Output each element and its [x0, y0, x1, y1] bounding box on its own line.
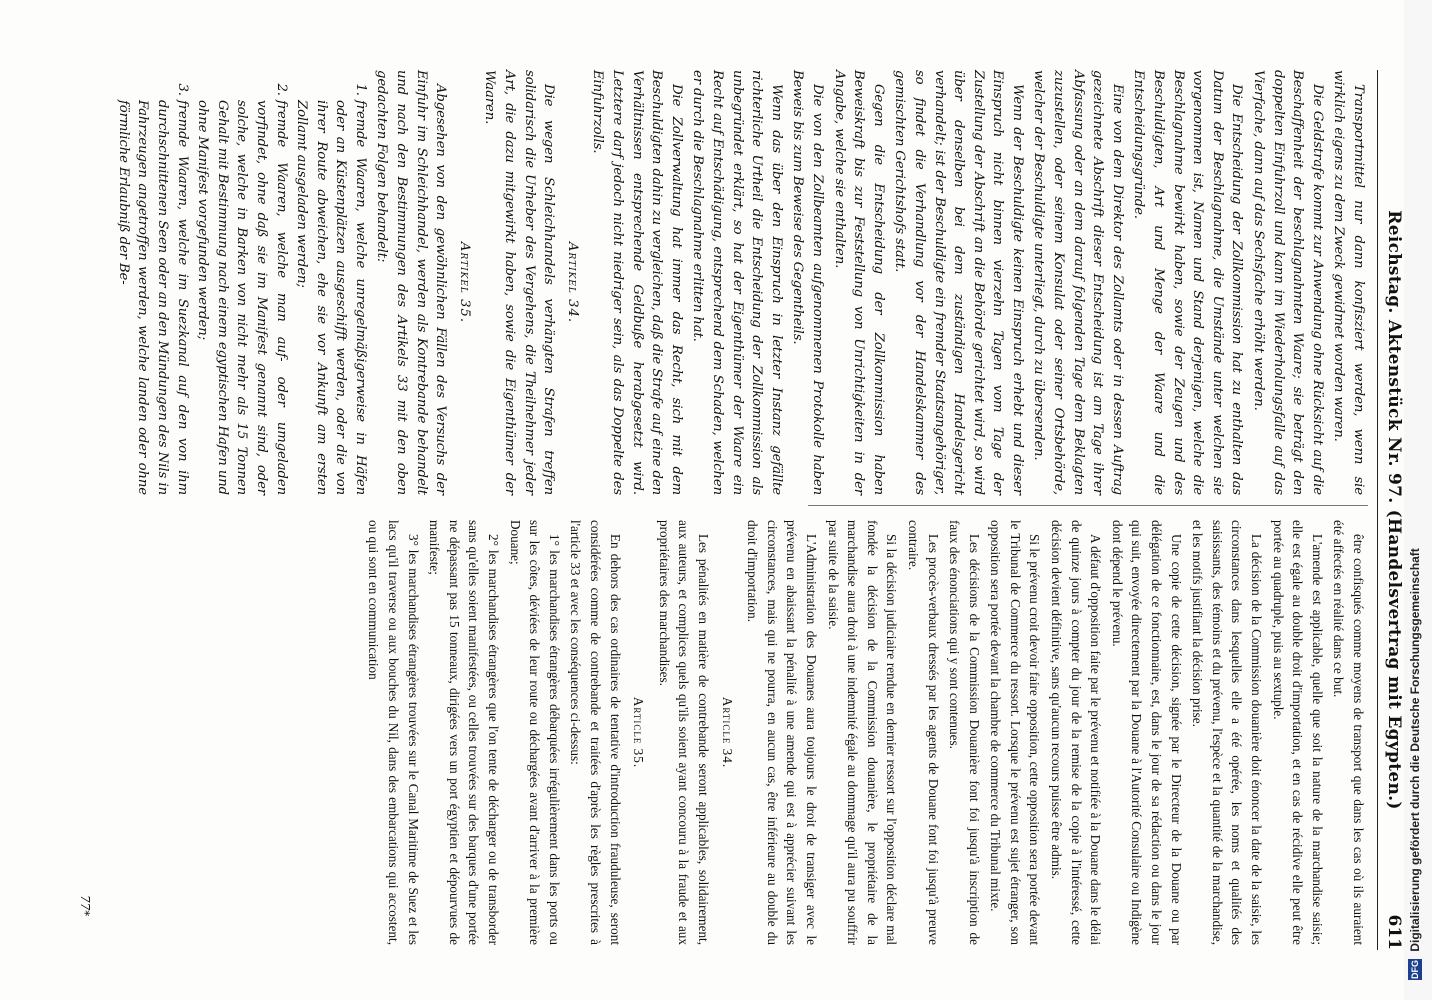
german-paragraph: Die Geldstrafe kommt zur Anwendung ohne Rücksicht auf die Beschaffenheit der beschlagnahmten Waare; sie beträgt den doppelten Einfuhrzoll und kann im Wiederholungsfalle auf das Vierfache, dann auf das Sechsfache erhöht werden.	[1251, 70, 1325, 495]
french-paragraph: A défaut d'opposition faite par le prévenu et notifiée à la Douane dans le délai de quinze jours à compter du jour de la remise de la copie à l'intéressé, cette décision devient définitive, sans qu'aucun recours puisse être admis.	[1049, 520, 1104, 945]
footer-credit	[1408, 20, 1428, 980]
german-paragraph: Die Zollverwaltung hat immer das Recht, sich mit dem Beschuldigten dahin zu vergleichen, daß die Strafe auf eine den Verhältnissen entsprechende Geldbuße herabgesetzt wird. Letztere darf jedoch nicht niedriger sein, als das Doppelte des Einfuhrzolls.	[590, 70, 684, 495]
french-list-item	[364, 520, 423, 945]
french-paragraph: La décision de la Commission douanière doit énoncer la date de la saisie, les circonstances dans lesquelles elle a été opérée, les noms et qualités des saisissants, des témoins et du prévenu, l'espèce et la quantité de la marchandise, et les motifs justifiant la décision prise.	[1190, 520, 1265, 945]
french-list-text: les marchandises étrangères trouvées sur le Canal Maritime de Suez et les lacs qu'il traverse ou aux bouches du Nil, dans des embarcations qui accostent, ou qui sont en communication	[366, 520, 421, 945]
french-list-text: les marchandises étrangères que l'on tente de décharger ou de transborder sans qu'elles soient manifestées, ou celles trouvées sur des barques d'une portée ne dépassant pas 15 tonneaux, dirigées vers un port égyptien et dépourvues de manifeste;	[427, 520, 502, 945]
dfg-logo: DFG	[1410, 960, 1420, 979]
german-paragraphs	[588, 70, 1368, 495]
german-paragraph: Eine von dem Direktor des Zollamts oder in dessen Auftrag gezeichnete Abschrift dieser Entscheidung ist am Tage ihrer Abfassung oder an dem darauf folgenden Tage dem Beklagten zuzustellen, oder seinem Konsulat oder seiner Ortsbehörde, welcher der Beschuldigte unterliegt, durch zu übersenden.	[1031, 70, 1125, 495]
french-paragraph: Une copie de cette décision, signée par le Directeur de la Douane ou par délégation de ce fonctionnaire, est, dans le jour de sa rédaction ou dans le jour qui suit, envoyée directement par la Douane à l'Autorité Consulaire ou Indigène dont dépend le prévenu.	[1109, 520, 1184, 945]
french-list-marker: 3°	[405, 534, 421, 550]
french-paragraph: L'amende est applicable, quelle que soit la nature de la marchandise saisie; elle est égale au double droit d'importation, et en cas de récidive elle peut être portée au quadruple, puis au sextuple.	[1270, 520, 1325, 945]
french-list-item	[425, 520, 503, 945]
german-article-34-title: Artikel 34.	[564, 241, 580, 324]
french-list-text: les marchandises étrangères débarquées irrégulièrement dans les ports ou sur les côtes, déviées de leur route ou déchargées avant d'arriver à la première Douane;	[507, 520, 562, 945]
french-text-column	[362, 520, 1368, 945]
german-article-35-list	[113, 70, 370, 495]
german-article-34-text: Die wegen Schleichhandels verhängten Strafen treffen solidarisch die Urheber des Vergehens, die Theilnehmer jeder Art, die dazu mitgewirkt haben, sowie die Eigenthümer der Waaren.	[482, 70, 557, 495]
page-number: 611	[1384, 914, 1404, 950]
german-paragraph: Gegen die Entscheidung der Zollkommission haben Beweiskraft bis zur Feststellung von Unrichtigkeiten in der Angabe, welche sie enthalten.	[831, 70, 886, 495]
french-paragraph: Si le prévenu croit devoir faire opposition, cette opposition sera portée devant le Tribunal de Commerce du ressort. Lorsque le prévenu est sujet étranger, son opposition sera portée devant la chambre de commerce du Tribunal mixte.	[988, 520, 1043, 945]
french-paragraph: Les décisions de la Commission Douanière font foi jusqu'à inscription de faux des énonciations qui y sont contenues.	[947, 520, 982, 945]
page-header	[1377, 70, 1404, 950]
german-article-35-intro: Abgesehen von den gewöhnlichen Fällen des Versuchs der Einfuhr im Schleichhandel, werden als Kontrebande behandelt und nach den Bestimmungen des Artikels 33 mit den oben gedachten Folgen behandelt:	[374, 70, 449, 495]
french-paragraphs	[743, 520, 1368, 945]
signature-mark: 77*	[78, 895, 92, 917]
french-article-35-list	[364, 520, 564, 945]
digitization-footer	[1404, 0, 1432, 1000]
french-article-35-title: Article 35.	[631, 696, 647, 769]
french-paragraph: Les procès-verbaux dressés par les agents de Douane font foi jusqu'à preuve contraire.	[905, 520, 941, 945]
german-list-item: 1. fremde Waaren, welche unregelmäßigerweise in Häfen oder an Küstenplätzen ausgeschifft werden, oder die von ihrer Route abweichen, ehe sie vor Ankunft am ersten Zollamt ausgeladen werden;	[292, 100, 370, 495]
french-paragraph: Si la décision judiciaire rendue en dernier ressort sur l'opposition déclare mal fondée la décision de la Commission douanière, le propriétaire de la marchandise aura droit à une indemnité égale au dommage qu'il aura pu souffrir par suite de la saisie.	[825, 520, 900, 945]
french-list-marker: 1°	[546, 534, 562, 551]
german-paragraph: Wenn das über den Einspruch in letzter Instanz gefällte richterliche Urtheil die Entscheidung der Zollkommission als unbegründet erklärt, so hat der Eigenthümer der Waare ein Recht auf Entschädigung, entsprechend dem Schaden, welchen er durch die Beschlagnahme erlitten hat.	[690, 70, 784, 495]
page-header-title: Reichstag. Aktenstück Nr. 97. (Handelsvertrag mit Egypten.)	[1384, 210, 1404, 810]
german-list-item: 2. fremde Waaren, welche man auf- oder umgeladen vorfindet, ohne daß sie im Manifest genannt sind, oder solche, welche in Barken von nicht mehr als 15 Tonnen Gehalt mit Bestimmung nach einem egyptischen Hafen und ohne Manifest vorgefunden werden;	[193, 100, 291, 495]
french-list-marker: 2°	[486, 534, 502, 550]
french-list-item	[505, 520, 564, 945]
german-paragraph: Die Entscheidung der Zollkommission hat zu enthalten das Datum der Beschlagnahme, die Umstände unter welchen sie vorgenommen ist, Namen und Stand derjenigen, welche die Beschlagnahme bewirkt haben, sowie der Zeugen und des Beschuldigten, Art und Menge der Waare und die Entscheidungsgründe.	[1131, 70, 1245, 495]
french-article-34-title: Article 34.	[719, 696, 735, 769]
german-article-35-title: Artikel 35.	[456, 241, 472, 324]
german-paragraph: Transportmittel nur dann konfisziert werden, wenn sie wirklich eigens zu dem Zweck gewidmet worden waren.	[1331, 70, 1366, 495]
german-text-column	[112, 70, 1368, 495]
french-paragraph: L'Administration des Douanes aura toujours le droit de transiger avec le prévenu en abaissant la pénalité à une amende qui est à apprécier suivant les circonstances, mais qui ne pourra, en aucun cas, être inférieure au double du droit d'importation.	[745, 520, 819, 945]
german-paragraph: Wenn der Beschuldigte keinen Einspruch erhebt und dieser Einspruch nicht binnen vierzehn Tagen vom Tage der Zustellung der Abschrift an die Behörde gerichtet wird, so wird über denselben bei dem zuständigen Handelsgericht verhandelt; ist der Beschuldigte ein fremder Staatsangehöriger, so findet die Verhandlung vor der Handelskammer des gemischten Gerichtshofs statt.	[892, 70, 1025, 495]
footer-credit-text: Digitalisierung gefördert durch die Deutsche Forschungsgemeinschaft	[1408, 548, 1422, 952]
german-paragraph: Die von den Zollbeamten aufgenommenen Protokolle haben Beweis bis zum Beweise des Gegentheils.	[790, 70, 825, 495]
german-list-item: 3. fremde Waaren, welche im Suezkanal auf den von ihm durchschnittenen Seen oder an den Mündungen des Nils in Fahrzeugen angetroffen werden, welche landen oder ohne förmliche Erlaubniß der Be-	[113, 100, 191, 495]
french-paragraph: être confisqués comme moyens de transport que dans les cas où ils auraient été affectés en réalité dans ce but.	[1331, 520, 1366, 945]
column-divider	[808, 505, 1368, 506]
french-article-34-text: Les pénalités en matière de contrebande seront applicables, solidairement, aux auteurs, et complices quels qu'ils soient ayant concouru à la fraude et aux propriétaires des marchandises.	[656, 520, 711, 945]
french-article-35-intro: En dehors des cas ordinaires de tentative d'introduction frauduleuse, seront considérées comme de contrebande et traitées d'après les règles prescrites à l'article 33 et avec les conséquences ci-dessus:	[568, 520, 623, 945]
